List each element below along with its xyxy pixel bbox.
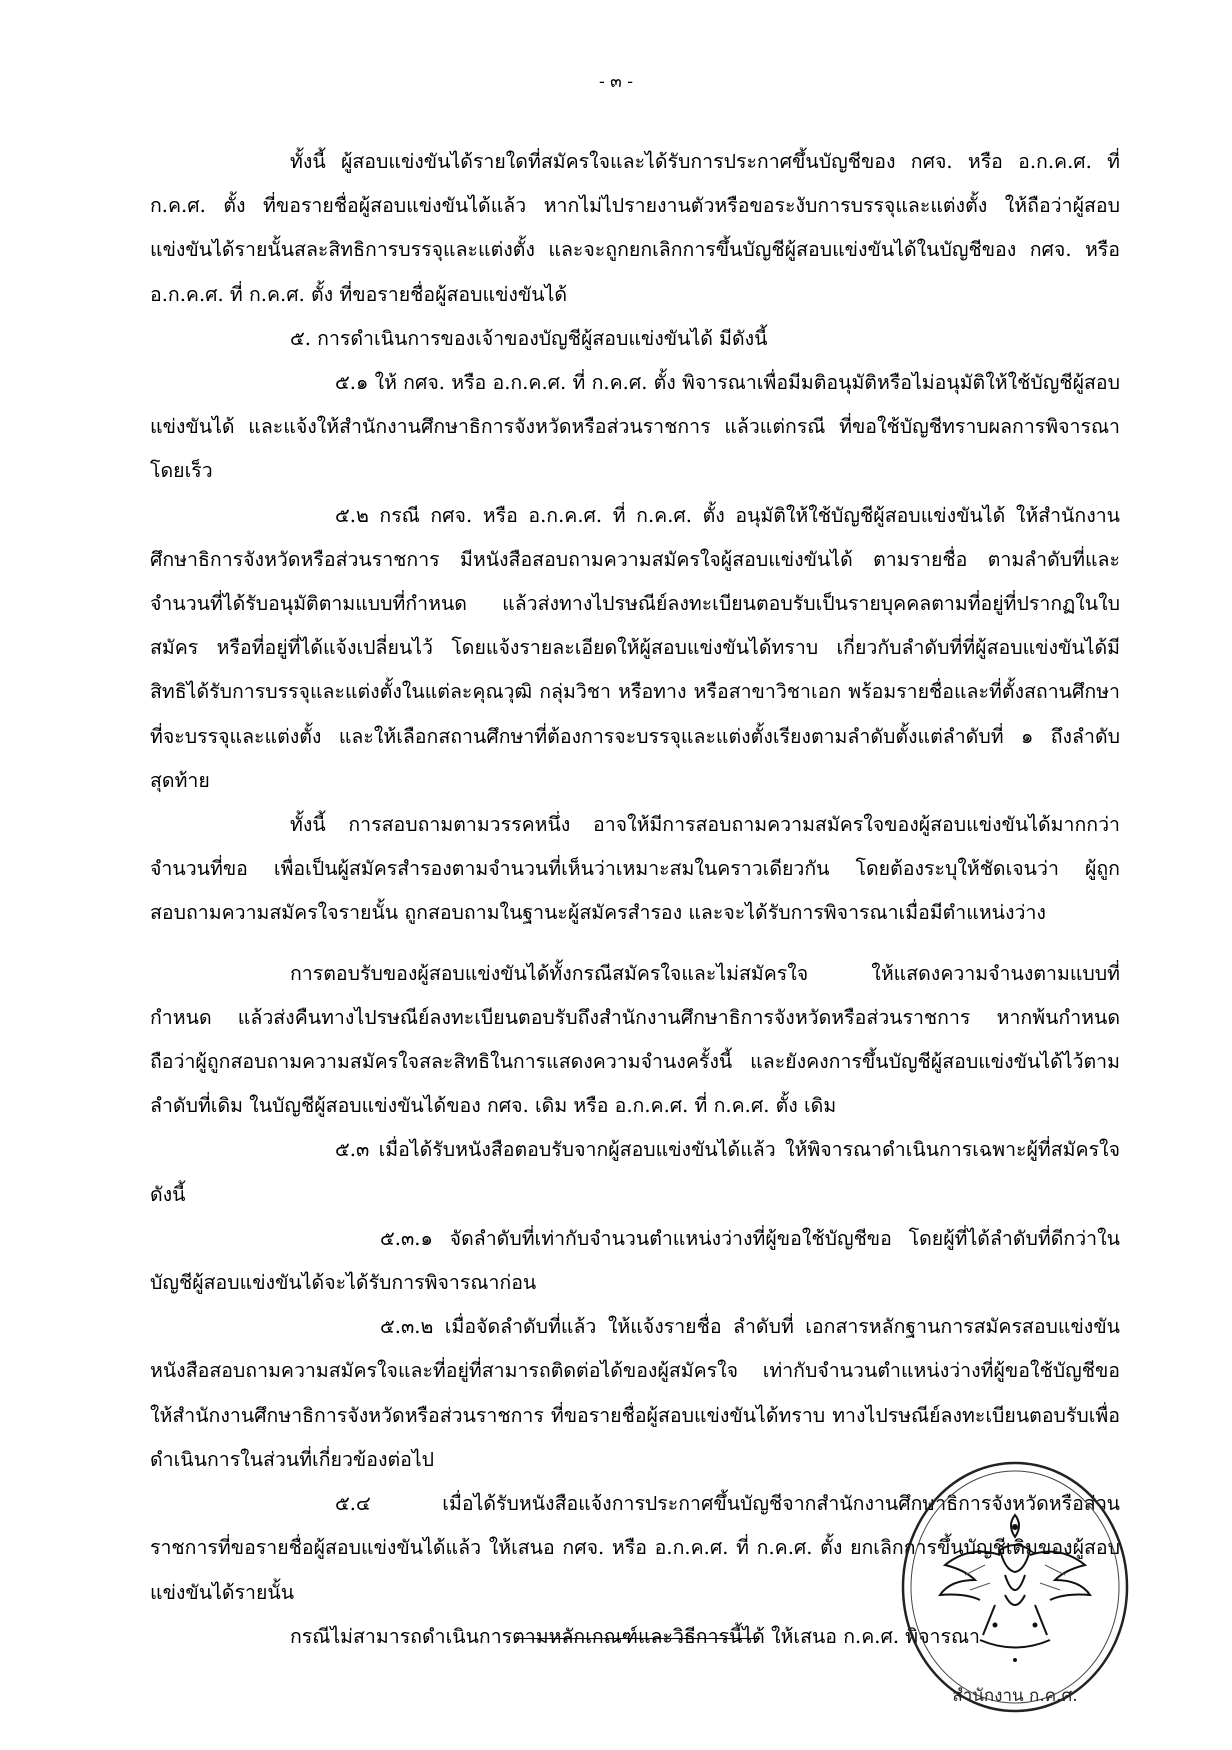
seal-text: สำนักงาน ก.ค.ศ. [952, 1686, 1078, 1706]
paragraph-5-3-2: ๕.๓.๒ เมื่อจัดลำดับที่แล้ว ให้แจ้งรายชื่อ ลำดับที่ เอกสารหลักฐานการสมัครสอบแข่งขันหนังสือสอบถามความสมัครใจและที่อยู่ที่สามารถติดต่อได้ของผู้สมัครใจ เท่ากับจำนวนตำแหน่งว่างที่ผู้ขอใช้บัญชีขอให้สำนักงานศึกษาธิการจังหวัดหรือส่วนราชการ ที่ขอรายชื่อผู้สอบแข่งขันได้ทราบ ทางไปรษณีย์ลงทะเบียนตอบรับเพื่อดำเนินการในส่วนที่เกี่ยวข้องต่อไป [150, 1315, 1120, 1471]
paragraph-exception: กรณีไม่สามารถดำเนินการตามหลักเกณฑ์และวิธีการนี้ได้ ให้เสนอ ก.ค.ศ. พิจารณา [290, 1624, 980, 1648]
closing-divider [515, 1638, 760, 1639]
paragraph-5-1: ๕.๑ ให้ กศจ. หรือ อ.ก.ค.ศ. ที่ ก.ค.ศ. ตั้ง พิจารณาเพื่อมีมติอนุมัติหรือไม่อนุมัติให้ใช้บัญชีผู้สอบแข่งขันได้ และแจ้งให้สำนักงานศึกษาธิการจังหวัดหรือส่วนราชการ แล้วแต่กรณี ที่ขอใช้บัญชีทราบผลการพิจารณาโดยเร็ว [150, 371, 1120, 483]
document-body [150, 140, 1120, 1659]
paragraph-5-3-1: ๕.๓.๑ จัดลำดับที่เท่ากับจำนวนตำแหน่งว่างที่ผู้ขอใช้บัญชีขอ โดยผู้ที่ได้ลำดับที่ดีกว่าในบัญชีผู้สอบแข่งขันได้จะได้รับการพิจารณาก่อน [150, 1226, 1120, 1295]
paragraph-reserve-candidates: ทั้งนี้ การสอบถามตามวรรคหนึ่ง อาจให้มีการสอบถามความสมัครใจของผู้สอบแข่งขันได้มากกว่าจำนวนที่ขอ เพื่อเป็นผู้สมัครสำรองตามจำนวนที่เห็นว่าเหมาะสมในคราวเดียวกัน โดยต้องระบุให้ชัดเจนว่า ผู้ถูกสอบถามความสมัครใจรายนั้น ถูกสอบถามในฐานะผู้สมัครสำรอง และจะได้รับการพิจารณาเมื่อมีตำแหน่งว่าง [150, 813, 1120, 925]
paragraph-5-4: ๕.๔ เมื่อได้รับหนังสือแจ้งการประกาศขึ้นบัญชีจากสำนักงานศึกษาธิการจังหวัดหรือส่วนราชการที่ขอรายชื่อผู้สอบแข่งขันได้แล้ว ให้เสนอ กศจ. หรือ อ.ก.ค.ศ. ที่ ก.ค.ศ. ตั้ง ยกเลิกการขึ้นบัญชีเดิมของผู้สอบแข่งขันได้รายนั้น [150, 1492, 1120, 1604]
section-5-heading: ๕. การดำเนินการของเจ้าของบัญชีผู้สอบแข่งขันได้ มีดังนี้ [290, 326, 768, 350]
page-number: - ๓ - [599, 72, 633, 92]
paragraph-forfeit-rights: ทั้งนี้ ผู้สอบแข่งขันได้รายใดที่สมัครใจและได้รับการประกาศขึ้นบัญชีของ กศจ. หรือ อ.ก.ค.ศ. ที่ ก.ค.ศ. ตั้ง ที่ขอรายชื่อผู้สอบแข่งขันได้แล้ว หากไม่ไปรายงานตัวหรือขอระงับการบรรจุและแต่งตั้ง ให้ถือว่าผู้สอบแข่งขันได้รายนั้นสละสิทธิการบรรจุและแต่งตั้ง และจะถูกยกเลิกการขึ้นบัญชีผู้สอบแข่งขันได้ในบัญชีของ กศจ. หรือ อ.ก.ค.ศ. ที่ ก.ค.ศ. ตั้ง ที่ขอรายชื่อผู้สอบแข่งขันได้ [150, 150, 1120, 306]
paragraph-5-3: ๕.๓ เมื่อได้รับหนังสือตอบรับจากผู้สอบแข่งขันได้แล้ว ให้พิจารณาดำเนินการเฉพาะผู้ที่สมัครใจ ดังนี้ [150, 1138, 1120, 1206]
garuda-seal-icon [895, 1455, 1135, 1720]
paragraph-response: การตอบรับของผู้สอบแข่งขันได้ทั้งกรณีสมัครใจและไม่สมัครใจ ให้แสดงความจำนงตามแบบที่กำหนด แล้วส่งคืนทางไปรษณีย์ลงทะเบียนตอบรับถึงสำนักงานศึกษาธิการจังหวัดหรือส่วนราชการ หากพ้นกำหนด ถือว่าผู้ถูกสอบถามความสมัครใจสละสิทธิในการแสดงความจำนงครั้งนี้ และยังคงการขึ้นบัญชีผู้สอบแข่งขันได้ไว้ตามลำดับที่เดิม ในบัญชีผู้สอบแข่งขันได้ของ กศจ. เดิม หรือ อ.ก.ค.ศ. ที่ ก.ค.ศ. ตั้ง เดิม [150, 961, 1120, 1118]
paragraph-5-2: ๕.๒ กรณี กศจ. หรือ อ.ก.ค.ศ. ที่ ก.ค.ศ. ตั้ง อนุมัติให้ใช้บัญชีผู้สอบแข่งขันได้ ให้สำนักงานศึกษาธิการจังหวัดหรือส่วนราชการ มีหนังสือสอบถามความสมัครใจผู้สอบแข่งขันได้ ตามรายชื่อ ตามลำดับที่และจำนวนที่ได้รับอนุมัติตามแบบที่กำหนด แล้วส่งทางไปรษณีย์ลงทะเบียนตอบรับเป็นรายบุคคลตามที่อยู่ที่ปรากฏในใบสมัคร หรือที่อยู่ที่ได้แจ้งเปลี่ยนไว้ โดยแจ้งรายละเอียดให้ผู้สอบแข่งขันได้ทราบ เกี่ยวกับลำดับที่ที่ผู้สอบแข่งขันได้มีสิทธิได้รับการบรรจุและแต่งตั้งในแต่ละคุณวุฒิ กลุ่มวิชา หรือทาง หรือสาขาวิชาเอก พร้อมรายชื่อและที่ตั้งสถานศึกษาที่จะบรรจุและแต่งตั้ง และให้เลือกสถานศึกษาที่ต้องการจะบรรจุและแต่งตั้งเรียงตามลำดับตั้งแต่ลำดับที่ ๑ ถึงลำดับสุดท้าย [150, 503, 1120, 792]
